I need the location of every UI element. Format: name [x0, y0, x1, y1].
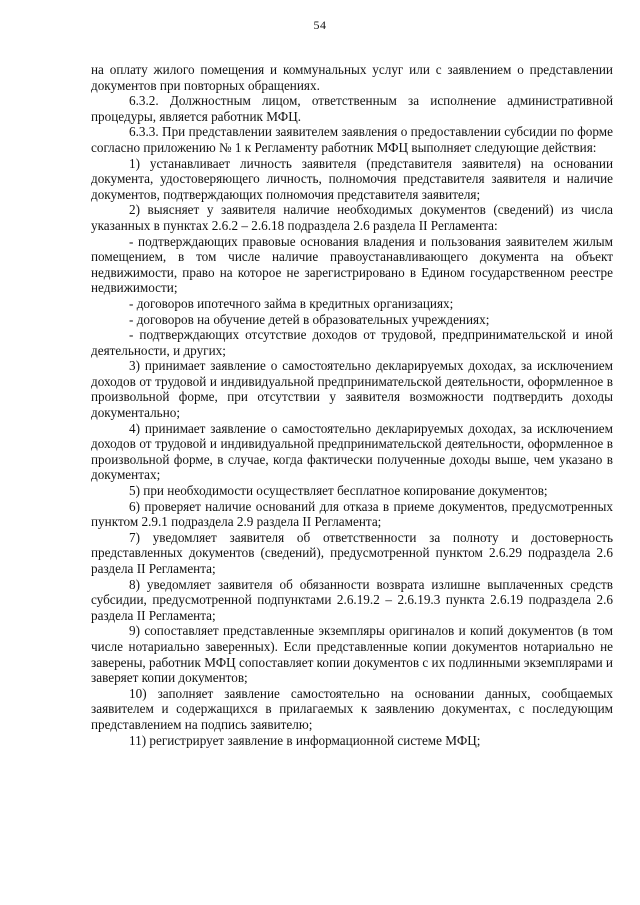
paragraph: 8) уведомляет заявителя об обязанности возврата излишне выплаченных средств субсидии, предусмотренной подпунктами 2.6.19.2 – 2.6.19.3 пункта 2.6.19 подраздела 2.6 раздела II Регламента;: [91, 576, 613, 623]
paragraph: 3) принимает заявление о самостоятельно декларируемых доходах, за исключением доходов от трудовой и индивидуальной предпринимательской деятельности, оформленное в произвольной форме, при отсутствии у заявителя возможности подтвердить доходы документально;: [91, 358, 613, 421]
paragraph: - договоров ипотечного займа в кредитных организациях;: [129, 295, 454, 311]
paragraph: 9) сопоставляет представленные экземпляры оригиналов и копий документов (в том числе нотариально заверенных). Если представленные копии документов нотариально не заверены, работник МФЦ сопоставляет копии документов с их подлинными экземплярами и заверяет копии документов;: [91, 623, 613, 686]
paragraph: - договоров на обучение детей в образовательных учреждениях;: [129, 311, 490, 327]
paragraph: 7) уведомляет заявителя об ответственности за полноту и достоверность представленных документов (сведений), предусмотренной пунктом 2.6.29 подраздела 2.6 раздела II Регламента;: [91, 529, 613, 576]
document-body: [91, 62, 613, 748]
paragraph: - подтверждающих правовые основания владения и пользования заявителем жилым помещением, в том числе наличие правоустанавливающего документа на объект недвижимости, право на которое не зарегистрировано в Едином государственном реестре недвижимости;: [91, 233, 613, 296]
paragraph: 6) проверяет наличие оснований для отказа в приеме документов, предусмотренных пунктом 2.9.1 подраздела 2.9 раздела II Регламента;: [91, 498, 613, 530]
paragraph: 2) выясняет у заявителя наличие необходимых документов (сведений) из числа указанных в пунктах 2.6.2 – 2.6.18 подраздела 2.6 раздела II Регламента:: [91, 202, 613, 233]
paragraph: 6.3.3. При представлении заявителем заявления о предоставлении субсидии по форме согласно приложению № 1 к Регламенту работник МФЦ выполняет следующие действия:: [91, 124, 613, 155]
paragraph: 6.3.2. Должностным лицом, ответственным за исполнение административной процедуры, является работник МФЦ.: [91, 93, 613, 124]
page-number: 54: [313, 18, 327, 32]
paragraph: 1) устанавливает личность заявителя (представителя заявителя) на основании документа, удостоверяющего личность, полномочия представителя заявителя и наличие документов, подтверждающих полномочия представителя заявителя;: [91, 155, 613, 202]
paragraph: 4) принимает заявление о самостоятельно декларируемых доходах, за исключением доходов от трудовой и индивидуальной предпринимательской деятельности, оформленное в произвольной форме, в случае, когда фактически полученные доходы выше, чем указано в документах;: [91, 420, 613, 483]
paragraph: на оплату жилого помещения и коммунальных услуг или с заявлением о представлении документов при повторных обращениях.: [91, 62, 613, 93]
paragraph: - подтверждающих отсутствие доходов от трудовой, предпринимательской и иной деятельности, и других;: [91, 327, 613, 358]
paragraph: 10) заполняет заявление самостоятельно на основании данных, сообщаемых заявителем и содержащихся в прилагаемых к заявлению документах, с последующим представлением на подпись заявителю;: [91, 685, 613, 732]
paragraph: 11) регистрирует заявление в информационной системе МФЦ;: [129, 732, 481, 748]
paragraph: 5) при необходимости осуществляет бесплатное копирование документов;: [129, 483, 548, 499]
